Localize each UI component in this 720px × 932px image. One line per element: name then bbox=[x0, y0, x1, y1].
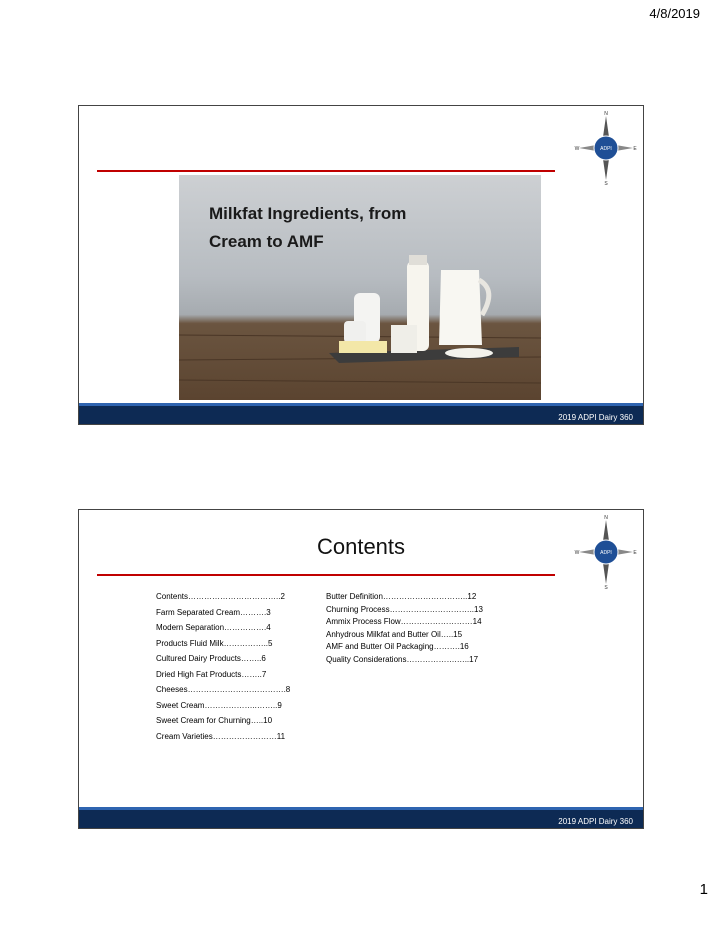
toc-item: Ammix Process Flow………………………14 bbox=[326, 617, 482, 626]
footer-text: 2019 ADPI Dairy 360 bbox=[558, 817, 633, 826]
page-number: 1 bbox=[699, 881, 708, 898]
contents-title: Contents bbox=[316, 534, 406, 559]
toc-item: Sweet Cream for Churning…..10 bbox=[156, 716, 273, 725]
svg-text:S: S bbox=[604, 585, 608, 590]
title-line-2: Cream to AMF bbox=[209, 232, 324, 251]
toc-item: Products Fluid Milk……………..5 bbox=[156, 638, 273, 648]
page-date: 4/8/2019 bbox=[649, 6, 700, 21]
toc-item: AMF and Butter Oil Packaging……….16 bbox=[326, 642, 469, 651]
title-rule bbox=[97, 170, 555, 172]
slide-contents bbox=[78, 509, 644, 829]
toc-item: Butter Definition…………………………..12 bbox=[326, 592, 477, 601]
adpi-compass-logo bbox=[573, 514, 639, 590]
logo-text: ADPI bbox=[600, 146, 612, 152]
svg-text:E: E bbox=[633, 146, 637, 152]
toc-item: Dried High Fat Products……..7 bbox=[156, 669, 267, 679]
svg-text:S: S bbox=[604, 181, 608, 186]
toc-item: Cultured Dairy Products……..6 bbox=[156, 654, 266, 663]
dairy-products-photo bbox=[179, 175, 541, 400]
title-line-1: Milkfat Ingredients, from bbox=[209, 204, 407, 223]
toc-item: Cream Varieties……………………11 bbox=[156, 731, 286, 741]
footer-bar bbox=[79, 403, 643, 424]
slide-title-page bbox=[78, 105, 644, 425]
svg-text:W: W bbox=[574, 146, 580, 152]
toc-left-column bbox=[156, 592, 296, 747]
svg-text:N: N bbox=[604, 515, 608, 521]
slide-title bbox=[209, 200, 439, 256]
logo-text: ADPI bbox=[600, 550, 612, 556]
svg-text:W: W bbox=[574, 550, 580, 556]
toc-item: Sweet Cream………………..……..9 bbox=[156, 700, 282, 710]
toc-item: Farm Separated Cream……….3 bbox=[156, 607, 271, 617]
svg-text:E: E bbox=[633, 550, 637, 556]
toc-item: Cheeses……………………………….8 bbox=[156, 685, 291, 694]
title-rule bbox=[97, 574, 555, 576]
svg-text:N: N bbox=[604, 111, 608, 117]
toc-item: Churning Process…………………………..13 bbox=[326, 604, 483, 614]
toc-item: Quality Considerations……………….…..17 bbox=[326, 654, 479, 664]
adpi-compass-logo bbox=[573, 110, 639, 186]
footer-bar bbox=[79, 807, 643, 828]
footer-text: 2019 ADPI Dairy 360 bbox=[558, 413, 633, 422]
toc-item: Modern Separation…………….4 bbox=[156, 623, 271, 632]
toc-item: Contents……………………………..2 bbox=[156, 592, 285, 601]
toc-item: Anhydrous Milkfat and Butter Oil…..15 bbox=[326, 629, 463, 639]
toc-right-column bbox=[326, 592, 496, 667]
